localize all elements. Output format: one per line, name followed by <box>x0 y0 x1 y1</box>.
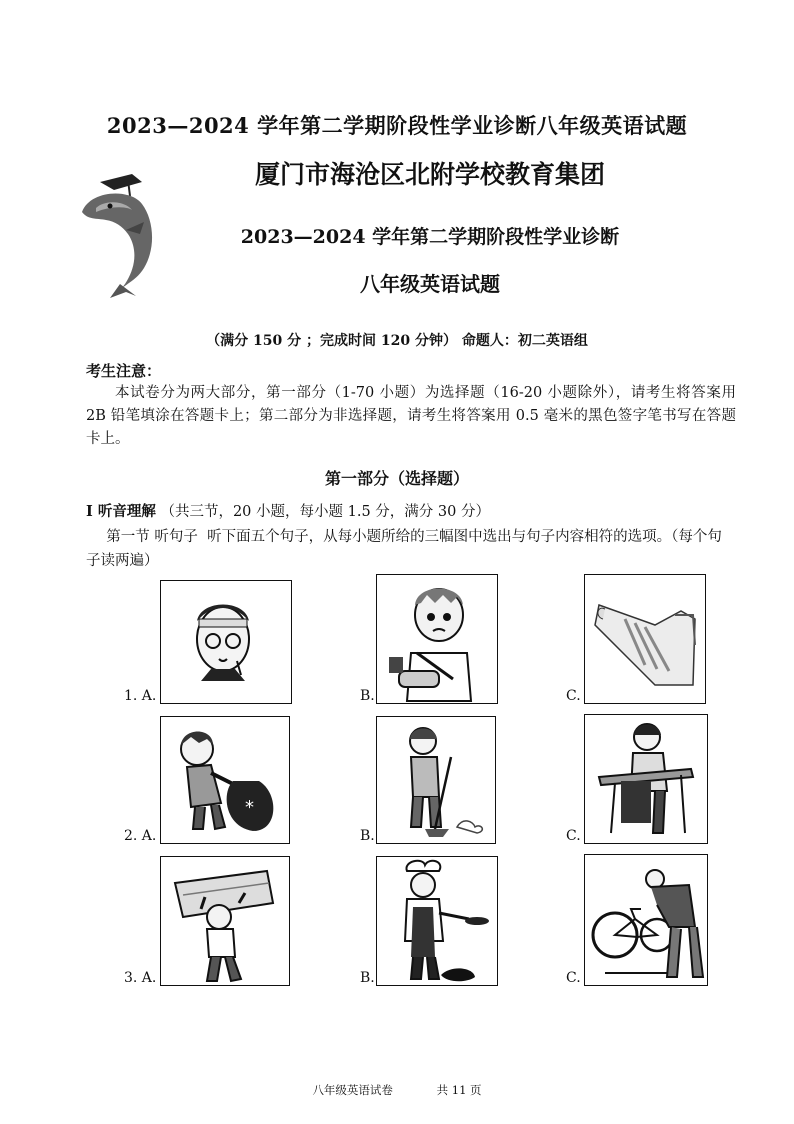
footer-paper-name: 八年级英语试卷 <box>312 1083 393 1097</box>
man-ironing-icon <box>585 715 707 843</box>
exam-subtitle: 2023—2024 学年第二学期阶段性学业诊断 <box>240 226 620 248</box>
chef-cooking-icon <box>377 857 497 985</box>
q3-option-b-image <box>376 856 498 986</box>
q2-option-c-image <box>584 714 708 844</box>
boy-with-trash-bag-icon <box>161 717 289 843</box>
q1-option-b-image <box>376 574 498 704</box>
q3-option-a-label: 3. A. <box>124 970 157 986</box>
arm-sling-boy-icon <box>377 575 497 703</box>
exam-subject-title: 八年级英语试题 <box>360 272 500 296</box>
q3-option-c-label: C. <box>566 970 581 986</box>
man-repairing-bike-icon <box>585 855 707 985</box>
section-one-header <box>86 500 490 521</box>
notice-heading: 考生注意： <box>86 362 162 380</box>
part-one-title: 第一部分（选择题） <box>324 469 469 488</box>
section-one-detail: （共三节，20 小题，每小题 1.5 分，满分 30 分） <box>160 504 490 520</box>
svg-text:*: * <box>245 797 254 818</box>
q1-option-c-image <box>584 574 706 704</box>
q2-option-c-label: C. <box>566 828 581 844</box>
subsection-one <box>86 525 736 573</box>
man-carrying-box-icon <box>161 857 289 985</box>
school-logo <box>70 160 170 300</box>
q1-option-c-label: C. <box>566 688 581 704</box>
q2-option-a-label: 2. A. <box>124 828 157 844</box>
q2-option-b-image <box>376 716 496 844</box>
q3-option-c-image <box>584 854 708 986</box>
footer-page-count: 共 11 页 <box>436 1083 482 1097</box>
boy-sweeping-icon <box>377 717 495 843</box>
dolphin-logo-icon <box>70 160 170 300</box>
page-footer <box>0 1082 794 1098</box>
subsection-one-instruction: 听下面五个句子，从每小题所给的三幅图中选出与句子内容相符的选项。（每个句子读两遍） <box>86 529 722 569</box>
q1-option-a-label: 1. A. <box>124 688 157 704</box>
bandaged-head-boy-icon <box>161 581 291 703</box>
q2-option-a-image <box>160 716 290 844</box>
q1-option-a-image <box>160 580 292 704</box>
school-name: 厦门市海沧区北附学校教育集团 <box>254 160 605 189</box>
exam-top-title: 2023—2024 学年第二学期阶段性学业诊断八年级英语试题 <box>106 113 688 138</box>
exam-info: （满分 150 分 ；完成时间 120 分钟） 命题人：初二英语组 <box>206 333 588 349</box>
q2-option-b-label: B. <box>360 828 375 844</box>
section-one-title: I 听音理解 <box>86 503 156 520</box>
notice-body: 本试卷分为两大部分，第一部分（1-70 小题）为选择题（16-20 小题除外），请考生将答案用 2B 铅笔填涂在答题卡上；第二部分为非选择题，请考生将答案用 0.5 毫米的黑色签字笔书写在答题卡上。 <box>86 385 736 447</box>
q3-option-a-image <box>160 856 290 986</box>
subsection-one-title: 第一节 听句子 <box>106 529 198 545</box>
q3-option-b-label: B. <box>360 970 375 986</box>
bandaged-foot-icon <box>585 575 705 703</box>
q1-option-b-label: B. <box>360 688 375 704</box>
